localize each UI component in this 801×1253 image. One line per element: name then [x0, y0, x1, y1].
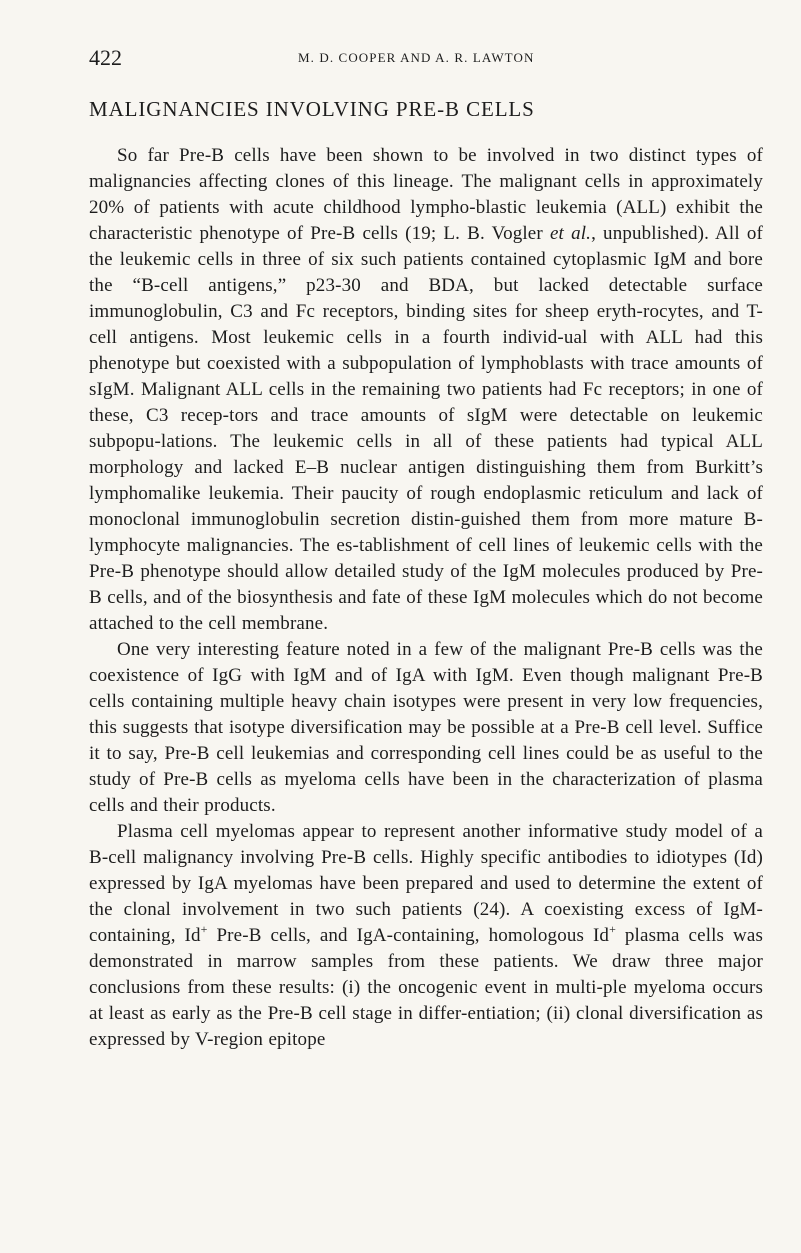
paragraph-1-text-a: So far Pre-B cells have been shown to be involved in two distinct types of malignancies affecting clones of this lineage. The malignant cells in approximately 20% of patients with acute childhood lympho-blastic leukemia (ALL) exhibit the characteristic phenotype of Pre-B cells (19; L. B. Vogler [89, 145, 763, 244]
paragraph-2 [89, 637, 763, 819]
page-number: 422 [89, 45, 122, 70]
paragraph-3-text-a: Plasma cell myelomas appear to represent another informative study model of a B-cell malignancy involving Pre-B cells. Highly specific antibodies to idiotypes (Id) expressed by IgA myelomas have been prepared and used to determine the extent of the clonal involvement in two such patients (24). A coexisting excess of IgM-containing, Id [89, 821, 763, 946]
section-heading: MALIGNANCIES INVOLVING PRE-B CELLS [89, 97, 535, 121]
paragraph-1-italic-citation: et al. [549, 223, 592, 244]
paragraph-1-text-b: , unpublished). All of the leukemic cells in three of six such patients contained cytoplasmic IgM and bore the “B-cell antigens,” p23-30 and BDA, but lacked detectable surface immunoglobulin, C3 and Fc receptors, binding sites for sheep eryth-rocytes, and T-cell antigens. Most leukemic cells in a fourth individ-ual with ALL had this phenotype but coexisted with a subpopulation of lymphoblasts with trace amounts of sIgM. Malignant ALL cells in the remaining two patients had Fc receptors; in one of these, C3 recep-tors and trace amounts of sIgM were detectable on leukemic subpopu-lations. The leukemic cells in all of these patients had typical ALL morphology and lacked E–B nuclear antigen distinguishing them from Burkitt’s lymphomalike leukemia. Their paucity of rough endoplasmic reticulum and lack of monoclonal immunoglobulin secretion distin-guished them from more mature B-lymphocyte malignancies. The es-tablishment of cell lines of leukemic cells with the Pre-B phenotype should allow detailed study of the IgM molecules produced by Pre-B cells, and of the biosynthesis and fate of these IgM molecules which do not become attached to the cell membrane. [89, 223, 763, 634]
paragraph-3-text-b: Pre-B cells, and IgA-containing, homologous Id [207, 925, 610, 946]
running-head [89, 44, 769, 72]
paragraph-1 [89, 143, 763, 637]
body-text [89, 143, 763, 1053]
idiotype-positive-superscript: + [200, 921, 208, 936]
running-head-authors: M. D. COOPER AND A. R. LAWTON [298, 50, 535, 65]
paragraph-3 [89, 819, 763, 1053]
paragraph-2-text: One very interesting feature noted in a few of the malignant Pre-B cells was the coexistence of IgG with IgM and of IgA with IgM. Even though malignant Pre-B cells containing multiple heavy chain isotypes were present in very low frequencies, this suggests that isotype diversification may be possible at a Pre-B cell level. Suffice it to say, Pre-B cell leukemias and corresponding cell lines could be as useful to the study of Pre-B cells as myeloma cells have been in the characterization of plasma cells and their products. [89, 639, 763, 816]
paragraph-3-text-c: plasma cells was demonstrated in marrow samples from these patients. We draw three major conclusions from these results: (i) the oncogenic event in multi-ple myeloma occurs at least as early as the Pre-B cell stage in differ-entiation; (ii) clonal diversification as expressed by V-region epitope [89, 925, 763, 1050]
idiotype-positive-superscript: + [609, 921, 616, 936]
